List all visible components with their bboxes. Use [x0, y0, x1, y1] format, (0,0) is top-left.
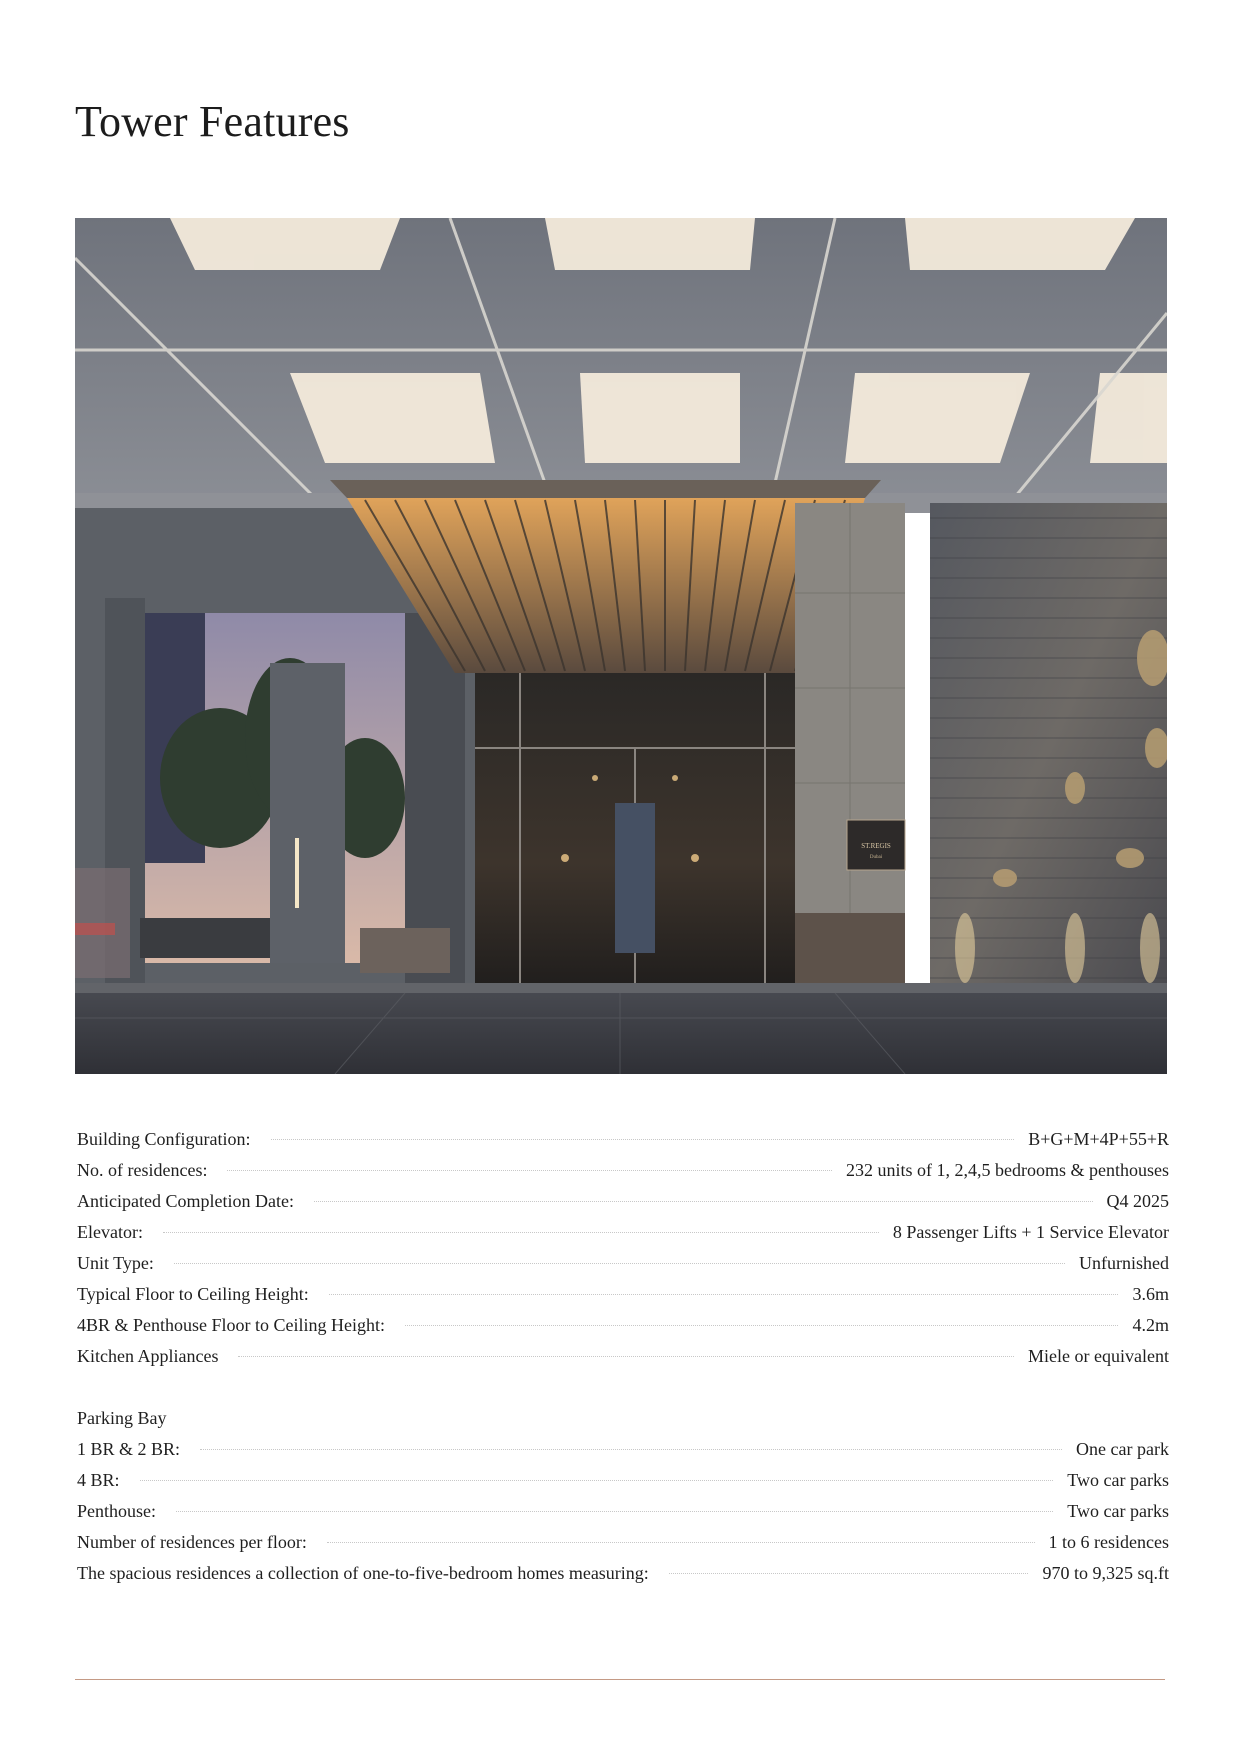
parking-row [77, 1527, 1169, 1558]
dotted-leader [200, 1449, 1062, 1450]
spec-value: Unfurnished [1079, 1253, 1169, 1273]
parking-label: Penthouse: [77, 1501, 156, 1521]
spec-label: Elevator: [77, 1222, 143, 1242]
parking-row [77, 1465, 1169, 1496]
spec-row [77, 1186, 1169, 1217]
parking-label: The spacious residences a collection of one-to-five-bedroom homes measuring: [77, 1563, 649, 1583]
dotted-leader [227, 1170, 832, 1171]
spec-label: Unit Type: [77, 1253, 154, 1273]
dotted-leader [327, 1542, 1035, 1543]
parking-value: Two car parks [1067, 1470, 1169, 1490]
spec-value: 4.2m [1132, 1315, 1169, 1335]
page-title: Tower Features [75, 97, 350, 146]
hotel-sign-text: ST.REGIS [861, 842, 891, 850]
spec-label: Anticipated Completion Date: [77, 1191, 294, 1211]
dotted-leader [271, 1139, 1015, 1140]
parking-value: 1 to 6 residences [1048, 1532, 1169, 1552]
dotted-leader [329, 1294, 1119, 1295]
spec-row [77, 1279, 1169, 1310]
spec-value: 232 units of 1, 2,4,5 bedrooms & penthouses [846, 1160, 1169, 1180]
spec-row [77, 1155, 1169, 1186]
dotted-leader [669, 1573, 1029, 1574]
parking-label: 4 BR: [77, 1470, 120, 1490]
spec-value: 8 Passenger Lifts + 1 Service Elevator [892, 1222, 1169, 1242]
dotted-leader [176, 1511, 1053, 1512]
tower-specs-list [77, 1124, 1169, 1372]
parking-value: One car park [1076, 1439, 1169, 1459]
spec-row [77, 1124, 1169, 1155]
spec-row [77, 1217, 1169, 1248]
parking-label: 1 BR & 2 BR: [77, 1439, 181, 1459]
spec-value: 3.6m [1132, 1284, 1169, 1304]
dotted-leader [314, 1201, 1093, 1202]
spec-row [77, 1341, 1169, 1372]
parking-row [77, 1434, 1169, 1465]
spec-row [77, 1310, 1169, 1341]
dotted-leader [174, 1263, 1065, 1264]
parking-label: Number of residences per floor: [77, 1532, 307, 1552]
spec-label: No. of residences: [77, 1160, 208, 1180]
spec-value: Miele or equivalent [1028, 1346, 1169, 1366]
parking-value: Two car parks [1067, 1501, 1169, 1521]
parking-heading: Parking Bay [77, 1408, 167, 1428]
dotted-leader [238, 1356, 1014, 1357]
spec-value: B+G+M+4P+55+R [1028, 1129, 1169, 1149]
spec-value: Q4 2025 [1106, 1191, 1169, 1211]
dotted-leader [405, 1325, 1118, 1326]
parking-row [77, 1558, 1169, 1589]
hotel-sign-subtext: Dubai [869, 855, 883, 860]
spec-label: 4BR & Penthouse Floor to Ceiling Height: [77, 1315, 386, 1335]
parking-row [77, 1496, 1169, 1527]
spec-label: Building Configuration: [77, 1129, 251, 1149]
dotted-leader [140, 1480, 1054, 1481]
footer-rule [75, 1679, 1165, 1680]
parking-specs-list [77, 1403, 1169, 1589]
entrance-photo [75, 218, 1167, 1074]
parking-value: 970 to 9,325 sq.ft [1042, 1563, 1169, 1583]
dotted-leader [163, 1232, 879, 1233]
spec-label: Typical Floor to Ceiling Height: [77, 1284, 309, 1304]
spec-row [77, 1248, 1169, 1279]
spec-label: Kitchen Appliances [77, 1346, 219, 1366]
